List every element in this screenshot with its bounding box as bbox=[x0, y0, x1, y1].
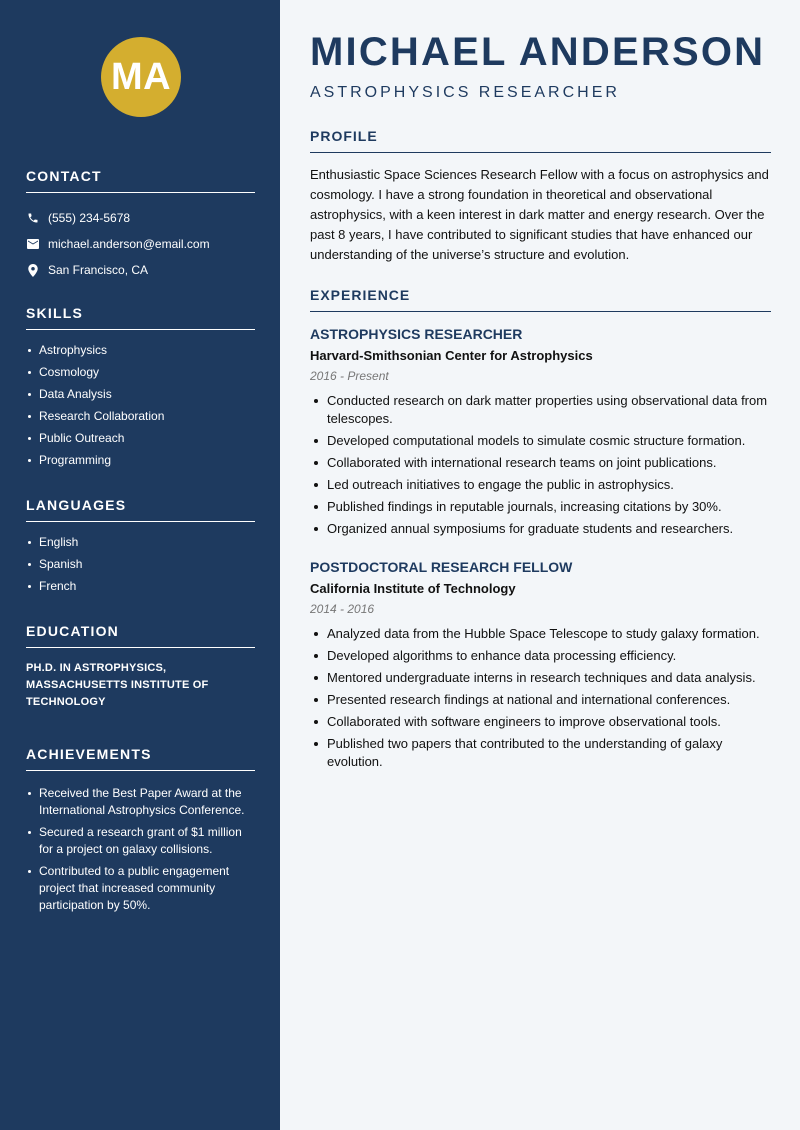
education-section bbox=[26, 623, 255, 711]
contact-section bbox=[26, 168, 255, 283]
job-bullet: Presented research findings at national and international conferences. bbox=[310, 691, 771, 709]
achievement-item: Contributed to a public engagement project that increased community participation by 50%. bbox=[26, 863, 255, 914]
languages-section bbox=[26, 497, 255, 600]
job-bullet: Analyzed data from the Hubble Space Telescope to study galaxy formation. bbox=[310, 625, 771, 643]
job-bullet: Developed computational models to simulate cosmic structure formation. bbox=[310, 432, 771, 450]
job-title: POSTDOCTORAL RESEARCH FELLOW bbox=[310, 559, 573, 575]
achievement-item: Secured a research grant of $1 million for a project on galaxy collisions. bbox=[26, 824, 255, 858]
language-item: Spanish bbox=[26, 556, 255, 573]
contact-heading: CONTACT bbox=[26, 168, 255, 193]
contact-phone-row bbox=[26, 205, 255, 231]
job-bullet: Organized annual symposiums for graduate students and researchers. bbox=[310, 520, 771, 538]
candidate-title: ASTROPHYSICS RESEARCHER bbox=[310, 84, 620, 101]
language-item: French bbox=[26, 578, 255, 595]
location-pin-icon bbox=[26, 263, 40, 277]
job-bullets bbox=[310, 392, 771, 538]
phone-icon bbox=[26, 211, 40, 225]
job-bullet: Published findings in reputable journals, increasing citations by 30%. bbox=[310, 498, 771, 516]
experience-section bbox=[310, 287, 771, 324]
sidebar bbox=[0, 0, 280, 1130]
skills-heading: SKILLS bbox=[26, 305, 255, 330]
skill-item: Data Analysis bbox=[26, 386, 255, 403]
skill-item: Astrophysics bbox=[26, 342, 255, 359]
skill-item: Programming bbox=[26, 452, 255, 469]
job-organization: Harvard-Smithsonian Center for Astrophysics bbox=[310, 348, 593, 363]
job-bullet: Published two papers that contributed to the understanding of galaxy evolution. bbox=[310, 735, 771, 771]
job-entry bbox=[310, 559, 771, 775]
achievements-section bbox=[26, 746, 255, 919]
contact-location-row bbox=[26, 257, 255, 283]
profile-section bbox=[310, 128, 771, 265]
profile-heading: PROFILE bbox=[310, 128, 771, 153]
contact-location: San Francisco, CA bbox=[48, 263, 149, 277]
job-bullet: Mentored undergraduate interns in research techniques and data analysis. bbox=[310, 669, 771, 687]
job-dates: 2014 - 2016 bbox=[310, 602, 375, 616]
achievement-item: Received the Best Paper Award at the International Astrophysics Conference. bbox=[26, 785, 255, 819]
education-heading: EDUCATION bbox=[26, 623, 255, 648]
skills-section bbox=[26, 305, 255, 474]
job-entry bbox=[310, 326, 771, 542]
skill-item: Public Outreach bbox=[26, 430, 255, 447]
skill-item: Cosmology bbox=[26, 364, 255, 381]
education-entry: PH.D. IN ASTROPHYSICS, MASSACHUSETTS INSTITUTE OF TECHNOLOGY bbox=[26, 662, 209, 708]
email-icon bbox=[26, 237, 40, 251]
skill-item: Research Collaboration bbox=[26, 408, 255, 425]
job-bullet: Conducted research on dark matter properties using observational data from telescopes. bbox=[310, 392, 771, 428]
contact-email-row bbox=[26, 231, 255, 257]
experience-heading: EXPERIENCE bbox=[310, 287, 771, 312]
contact-email[interactable]: michael.anderson@email.com bbox=[48, 237, 210, 251]
job-title: ASTROPHYSICS RESEARCHER bbox=[310, 326, 523, 342]
job-bullet: Collaborated with software engineers to improve observational tools. bbox=[310, 713, 771, 731]
language-item: English bbox=[26, 534, 255, 551]
candidate-name: MICHAEL ANDERSON bbox=[310, 30, 766, 74]
job-bullet: Collaborated with international research teams on joint publications. bbox=[310, 454, 771, 472]
contact-phone: (555) 234-5678 bbox=[48, 211, 131, 225]
job-dates: 2016 - Present bbox=[310, 369, 389, 383]
profile-text: Enthusiastic Space Sciences Research Fellow with a focus on astrophysics and cosmology. I have a strong foundation in theoretical and observational astrophysics, with a keen interest in dark matter and energy research. Over the past 8 years, I have contributed to significant studies that have enhanced our understanding of the universe’s structure and evolution. bbox=[310, 167, 769, 262]
job-bullet: Developed algorithms to enhance data processing efficiency. bbox=[310, 647, 771, 665]
languages-list bbox=[26, 534, 255, 595]
languages-heading: LANGUAGES bbox=[26, 497, 255, 522]
skills-list bbox=[26, 342, 255, 469]
avatar-initials: MA bbox=[101, 37, 181, 117]
job-bullets bbox=[310, 625, 771, 771]
achievements-heading: ACHIEVEMENTS bbox=[26, 746, 255, 771]
job-bullet: Led outreach initiatives to engage the public in astrophysics. bbox=[310, 476, 771, 494]
job-organization: California Institute of Technology bbox=[310, 581, 516, 596]
achievements-list bbox=[26, 785, 255, 914]
